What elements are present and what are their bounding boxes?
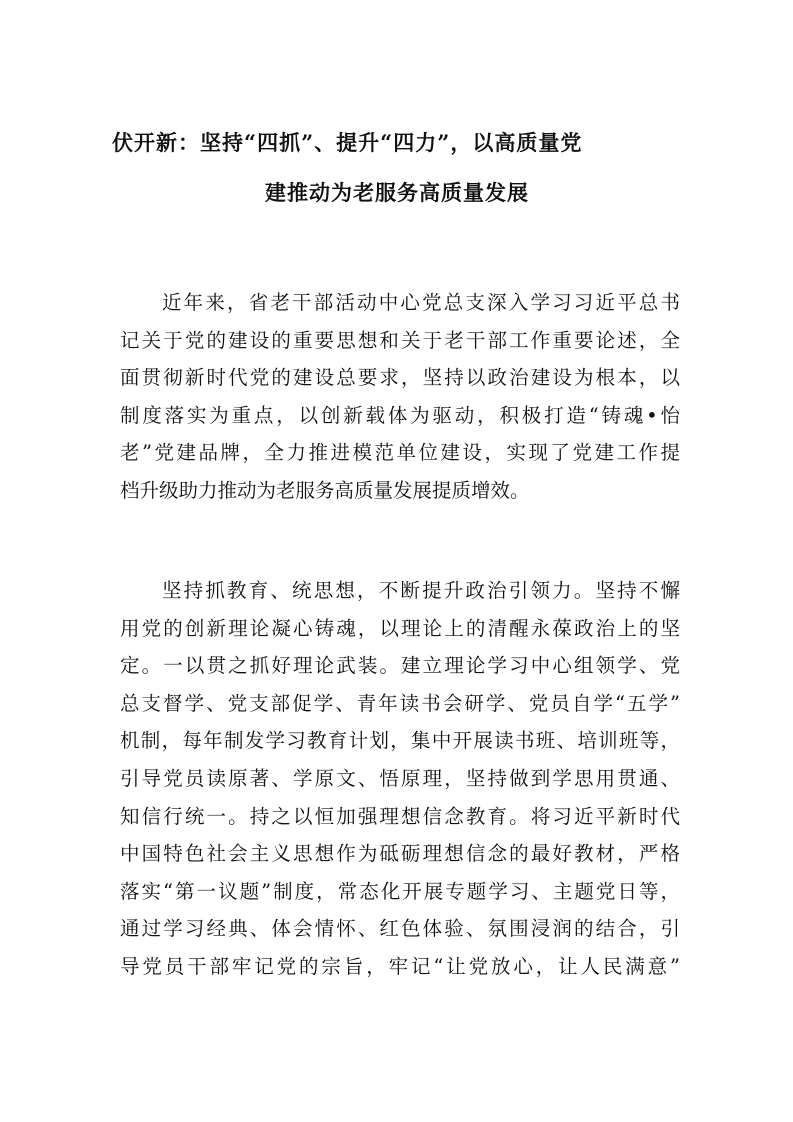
text-line: 总支督学、党支部促学、青年读书会研学、党员自学“五学” [120,691,680,715]
text-line: 引导党员读原著、学原文、悟原理，坚持做到学思用贯通、 [120,766,680,790]
title-line-2: 建推动为老服务高质量发展 [265,180,529,205]
text-line: 定。一以贯之抓好理论武装。建立理论学习中心组领学、党 [120,654,680,678]
paragraph-intro [120,284,680,510]
text-line: 导党员干部牢记党的宗旨，牢记“让党放心，让人民满意” [120,954,680,978]
text-line: 老”党建品牌，全力推进模范单位建设，实现了党建工作提 [120,441,680,465]
text-line: 制度落实为重点，以创新载体为驱动，积极打造“铸魂•怡 [120,403,680,427]
paragraph-education [120,572,680,986]
text-line: 近年来，省老干部活动中心党总支深入学习习近平总书 [162,291,680,314]
title-line-1: 伏开新：坚持“四抓”、提升“四力”，以高质量党 [112,130,583,155]
text-line: 知信行统一。持之以恒加强理想信念教育。将习近平新时代 [120,804,680,828]
text-line: 坚持抓教育、统思想，不断提升政治引领力。坚持不懈 [162,579,680,602]
text-line: 记关于党的建设的重要思想和关于老干部工作重要论述，全 [120,328,680,352]
text-line: 机制，每年制发学习教育计划，集中开展读书班、培训班等， [120,729,680,753]
text-line: 通过学习经典、体会情怀、红色体验、氛围浸润的结合，引 [120,917,680,941]
text-line: 中国特色社会主义思想作为砥砺理想信念的最好教材，严格 [120,842,680,866]
text-line: 落实“第一议题”制度，常态化开展专题学习、主题党日等， [120,879,680,903]
text-line: 面贯彻新时代党的建设总要求，坚持以政治建设为根本，以 [120,366,680,390]
text-line: 档升级助力推动为老服务高质量发展提质增效。 [120,478,530,502]
text-line: 用党的创新理论凝心铸魂，以理论上的清醒永葆政治上的坚 [120,616,680,640]
document-title [112,118,682,218]
